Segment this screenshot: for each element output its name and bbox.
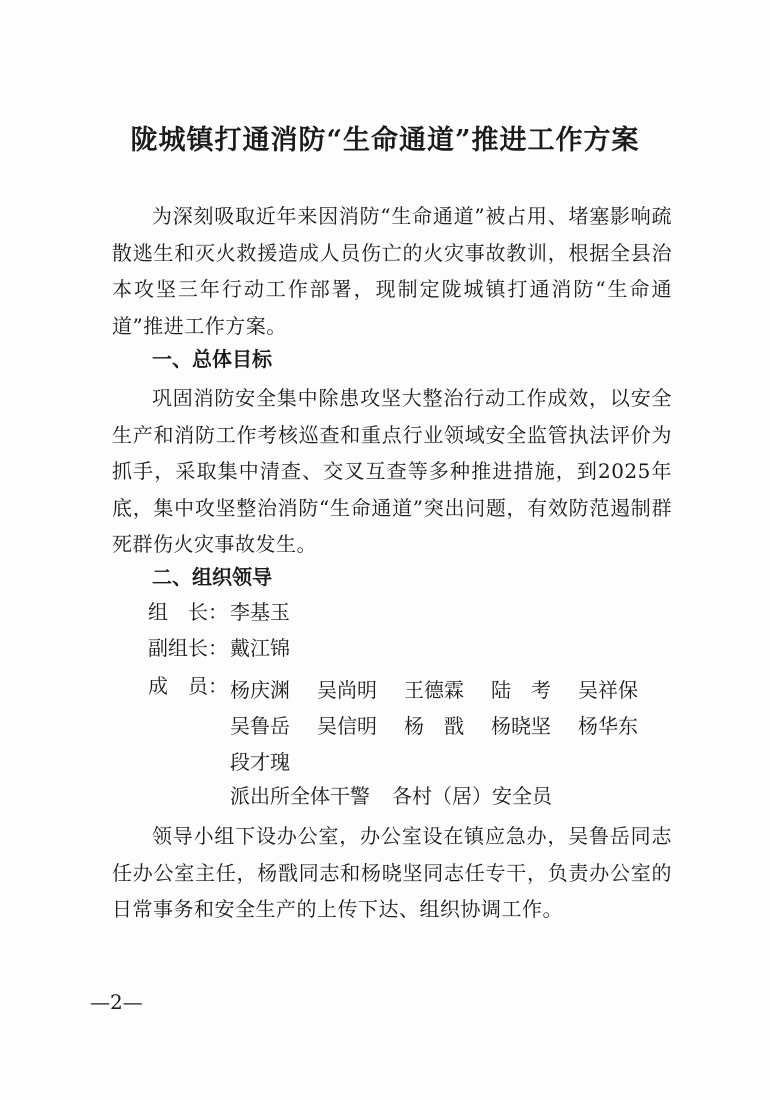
- deputy-label: 副组长：: [148, 636, 228, 660]
- members-row: [230, 708, 670, 744]
- extra-members: [230, 780, 552, 809]
- member-name: 吴尚明: [317, 678, 377, 702]
- extra-member-group: 派出所全体干警: [230, 784, 370, 808]
- member-name: 陆 考: [491, 678, 551, 702]
- member-name: 杨华东: [578, 714, 638, 738]
- member-name: 王德霖: [404, 678, 464, 702]
- section-heading-goal: 一、总体目标: [152, 347, 272, 371]
- leader-label: 组 长：: [148, 600, 228, 624]
- deputy-row: [148, 634, 290, 662]
- member-name: 段才瑰: [230, 750, 290, 774]
- office-paragraph: 领导小组下设办公室，办公室设在镇应急办，吴鲁岳同志任办公室主任，杨戬同志和杨晓坚同志任专干，负责办公室的日常事务和安全生产的上传下达、组织协调工作。: [112, 824, 672, 921]
- member-name: 杨 戬: [404, 714, 464, 738]
- members-row: [230, 672, 670, 708]
- intro-paragraph: 为深刻吸取近年来因消防“生命通道”被占用、堵塞影响疏散逃生和灭火救援造成人员伤亡的火灾事故教训，根据全县治本攻坚三年行动工作部署，现制定陇城镇打通消防“生命通道”推进工作方案。: [112, 204, 672, 338]
- section-heading-organization: 二、组织领导: [152, 565, 272, 589]
- deputy-name: 戴江锦: [230, 636, 290, 660]
- member-name: 吴信明: [317, 714, 377, 738]
- leader-name: 李基玉: [230, 600, 290, 624]
- members-row: [230, 744, 670, 780]
- member-name: 吴祥保: [578, 678, 638, 702]
- member-name: 吴鲁岳: [230, 714, 290, 738]
- member-name: 杨晓坚: [491, 714, 551, 738]
- leader-row: [148, 598, 290, 626]
- extra-member-group: 各村（居）安全员: [392, 784, 552, 808]
- document-title: 陇城镇打通消防“生命通道”推进工作方案: [130, 125, 640, 156]
- members-label: 成 员：: [148, 674, 228, 698]
- member-name: 杨庆渊: [230, 678, 290, 702]
- page-number: —2—: [90, 990, 143, 1014]
- members-label-row: [148, 672, 230, 700]
- goal-paragraph: 巩固消防安全集中除患攻坚大整治行动工作成效，以安全生产和消防工作考核巡查和重点行业领域安全监管执法评价为抓手，采取集中清查、交叉互查等多种推进措施，到2025年底，集中攻坚整治消防“生命通道”突出问题，有效防范遏制群死群伤火灾事故发生。: [112, 386, 672, 556]
- members-list: [230, 672, 670, 780]
